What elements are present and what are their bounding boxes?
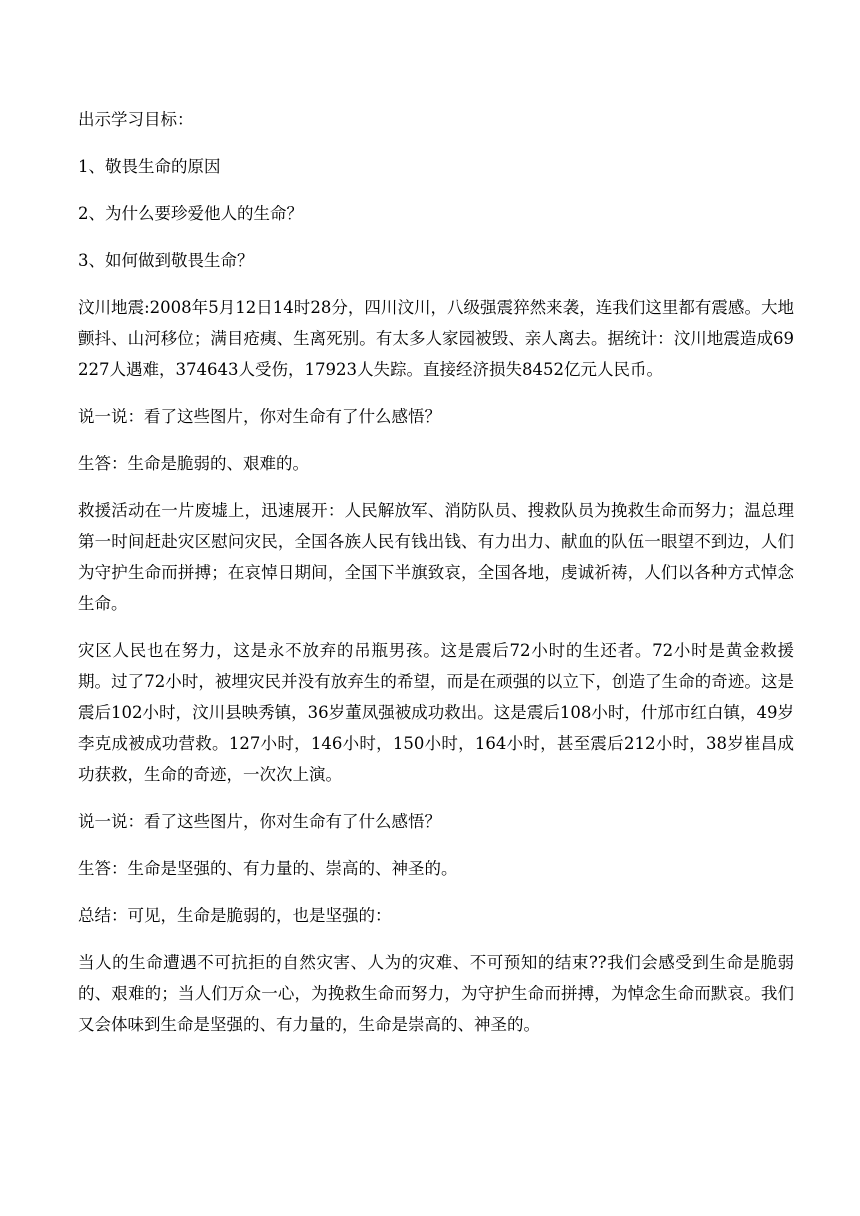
question-prompt-1: 说一说：看了这些图片，你对生命有了什么感悟？ (78, 407, 441, 426)
summary-heading: 总结：可见，生命是脆弱的，也是坚强的： (78, 906, 392, 925)
paragraph-survivors: 灾区人民也在努力，这是永不放弃的吊瓶男孩。这是震后72小时的生还者。72小时是黄金救援期。过了72小时，被埋灾民并没有放弃生的希望，而是在顽强的以立下，创造了生命的奇迹。这是震后102小时，汶川县映秀镇，36岁董凤强被成功救出。这是震后108小时，什邡市红白镇，49岁李克成被成功营救。127小时，146小时，150小时，164小时，甚至震后212小时，38岁崔昌成功获救，生命的奇迹，一次次上演。 (78, 641, 794, 784)
student-answer-1: 生答：生命是脆弱的、艰难的。 (78, 454, 309, 473)
paragraph-earthquake: 汶川地震:2008年5月12日14时28分，四川汶川，八级强震猝然来袭，连我们这里都有震感。大地颤抖、山河移位；满目疮痍、生离死别。有太多人家园被毁、亲人离去。据统计：汶川地震造成69227人遇难，374643人受伤，17923人失踪。直接经济损失8452亿元人民币。 (78, 298, 794, 379)
goal-item-1: 1、敬畏生命的原因 (78, 157, 221, 176)
goal-item-2: 2、为什么要珍爱他人的生命？ (78, 204, 303, 223)
paragraph-rescue: 救援活动在一片废墟上，迅速展开：人民解放军、消防队员、搜救队员为挽救生命而努力；温总理第一时间赶赴灾区慰问灾民，全国各族人民有钱出钱、有力出力、献血的队伍一眼望不到边，人们为守护生命而拼搏；在哀悼日期间，全国下半旗致哀，全国各地，虔诚祈祷，人们以各种方式悼念生命。 (78, 501, 794, 613)
question-prompt-2: 说一说：看了这些图片，你对生命有了什么感悟？ (78, 812, 441, 831)
document-page (78, 104, 794, 1056)
paragraph-conclusion: 当人的生命遭遇不可抗拒的自然灾害、人为的灾难、不可预知的结束??我们会感受到生命是脆弱的、艰难的；当人们万众一心，为挽救生命而努力，为守护生命而拼搏，为悼念生命而默哀。我们又会体味到生命是坚强的、有力量的，生命是崇高的、神圣的。 (78, 953, 794, 1034)
heading-learning-goals: 出示学习目标： (78, 110, 194, 129)
student-answer-2: 生答：生命是坚强的、有力量的、崇高的、神圣的。 (78, 859, 458, 878)
goal-item-3: 3、如何做到敬畏生命？ (78, 251, 254, 270)
